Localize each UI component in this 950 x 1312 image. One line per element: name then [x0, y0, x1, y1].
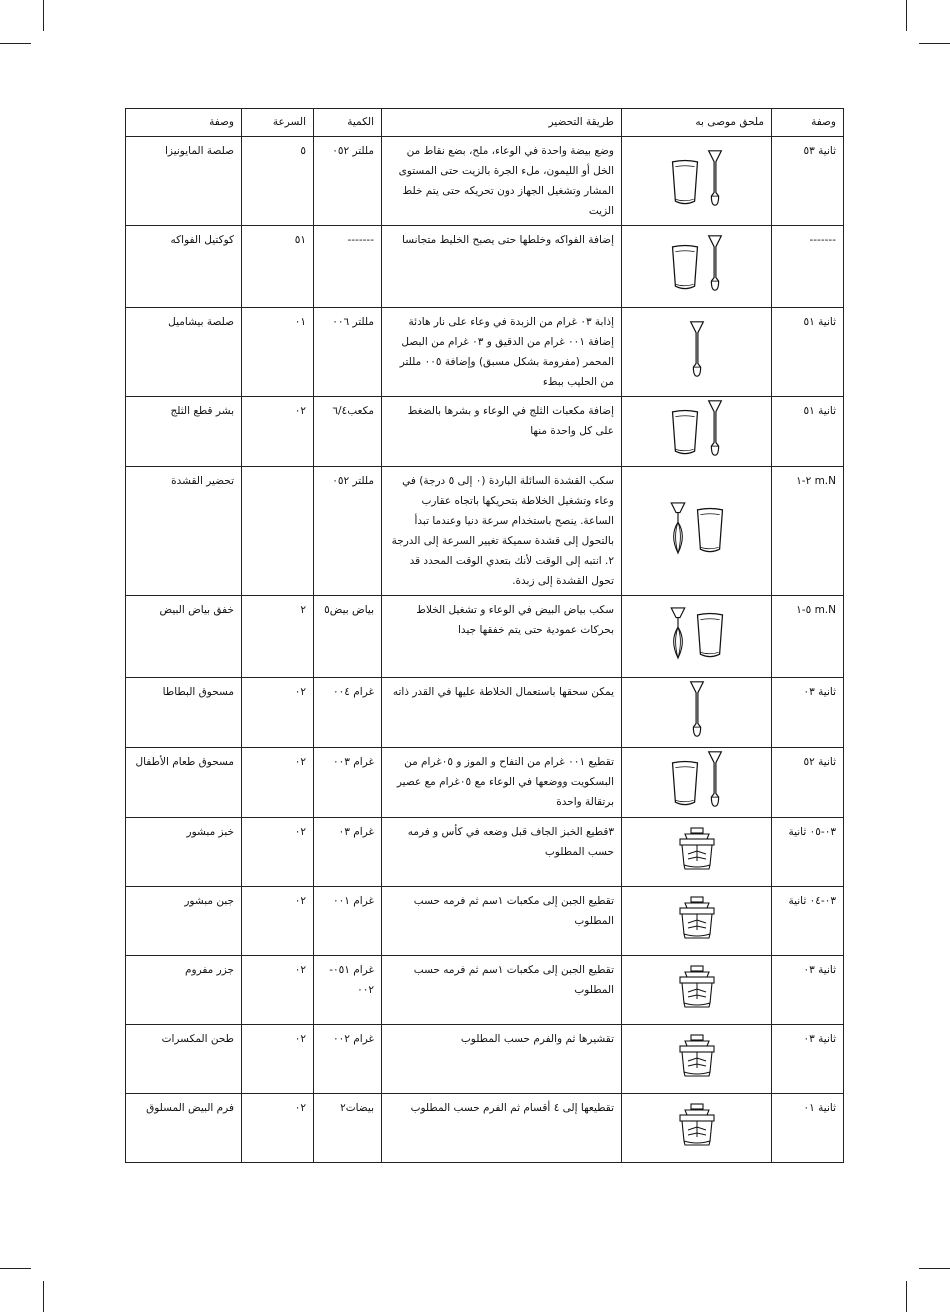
blender-stick-and-beaker-icon [669, 448, 725, 460]
cell-accessory [622, 308, 772, 397]
cell-recipe: تحضير القشدة [126, 467, 242, 596]
table-row [126, 748, 844, 818]
cell-recipe: بشر قطع الثلج [126, 397, 242, 467]
cell-time: m.N ٢-١ [772, 467, 844, 596]
cell-accessory [622, 467, 772, 596]
table-row [126, 956, 844, 1025]
cell-method: تقطيعها إلى ٤ أقسام ثم الفرم حسب المطلوب [382, 1094, 622, 1163]
cell-quantity: غرام ٠٠٢ [314, 1025, 382, 1094]
cell-recipe: طحن المكسرات [126, 1025, 242, 1094]
cell-time: ثانية ٥٣ [772, 137, 844, 226]
cell-method: إذابة ٠٣ غرام من الزبدة في وعاء على نار هادئة إضافة ٠٠١ غرام من الدقيق و ٠٣ غرام من البصل المحمر (مفرومة بشكل مسبق) وإضافة ٠٠٥ مللتر من الحليب ببطء [382, 308, 622, 397]
header-accessory: ملحق موصى به [622, 109, 772, 137]
cell-quantity: بياض بيض٥ [314, 596, 382, 678]
cell-quantity: غرام ٠٣ [314, 818, 382, 887]
cell-time: m.N ٥-١ [772, 596, 844, 678]
cell-recipe: فرم البيض المسلوق [126, 1094, 242, 1163]
cell-quantity: غرام ٠٠٣ [314, 748, 382, 818]
cell-method: تقطيع ٠٠١ غرام من التفاح و الموز و ٠٥غرام من البسكويت ووضعها في الوعاء مع ٠٥غرام مع عصير برتقالة واحدة [382, 748, 622, 818]
crop-mark [43, 1281, 44, 1312]
table-row [126, 1094, 844, 1163]
crop-mark [43, 0, 44, 31]
blender-stick-and-beaker-icon [669, 198, 725, 210]
cell-time: ثانية ٠٣ [772, 1025, 844, 1094]
cell-speed: ٠١ [242, 308, 314, 397]
table-row [126, 1025, 844, 1094]
cell-recipe: صلصة بيشاميل [126, 308, 242, 397]
cell-accessory [622, 226, 772, 308]
table-row [126, 467, 844, 596]
cell-quantity: مللتر ٠٥٢ [314, 467, 382, 596]
cell-speed: ٠٢ [242, 748, 314, 818]
cell-speed: ٠٢ [242, 887, 314, 956]
cell-quantity: مكعب٦/٤ [314, 397, 382, 467]
cell-time: ٠٣-٠٥ ثانية [772, 818, 844, 887]
table-row [126, 137, 844, 226]
cell-accessory [622, 1025, 772, 1094]
beaker-and-whisk-icon [668, 546, 726, 558]
header-speed: السرعة [242, 109, 314, 137]
table-row [126, 226, 844, 308]
cell-time: ------- [772, 226, 844, 308]
table-row [126, 887, 844, 956]
cell-accessory [622, 887, 772, 956]
chopper-bowl-icon [677, 1138, 717, 1150]
cell-recipe: خفق بياض البيض [126, 596, 242, 678]
cell-time: ثانية ٠١ [772, 1094, 844, 1163]
cell-recipe: جزر مفروم [126, 956, 242, 1025]
cell-recipe: صلصة المايونيزا [126, 137, 242, 226]
cell-accessory [622, 748, 772, 818]
chopper-bowl-icon [677, 931, 717, 943]
cell-time: ٠٣-٠٤ ثانية [772, 887, 844, 956]
cell-speed: ٠٢ [242, 1094, 314, 1163]
cell-method: سكب بياض البيض في الوعاء و تشغيل الخلاط بحركات عمودية حتى يتم خفقها جيدا [382, 596, 622, 678]
cell-quantity: ------- [314, 226, 382, 308]
blender-stick-icon [687, 729, 707, 741]
cell-accessory [622, 596, 772, 678]
chopper-bowl-icon [677, 1000, 717, 1012]
cell-method: تقطيع الجبن إلى مكعبات ١سم ثم فرمه حسب المطلوب [382, 887, 622, 956]
cell-method: ٣قطيع الخبز الجاف قبل وضعه في كأس و فرمه حسب المطلوب [382, 818, 622, 887]
cell-recipe: خبز مبشور [126, 818, 242, 887]
cell-quantity: بيضات٢ [314, 1094, 382, 1163]
table-row [126, 596, 844, 678]
table-row [126, 678, 844, 748]
cell-time: ثانية ٠٣ [772, 956, 844, 1025]
cell-speed: ٠٢ [242, 397, 314, 467]
cell-accessory [622, 956, 772, 1025]
cell-speed: ٠٢ [242, 818, 314, 887]
blender-stick-and-beaker-icon [669, 283, 725, 295]
cell-recipe: مسحوق طعام الأطفال [126, 748, 242, 818]
cell-method: إضافة الفواكه وخلطها حتى يصبح الخليط متجانسا [382, 226, 622, 308]
cell-accessory [622, 397, 772, 467]
cell-speed [242, 467, 314, 596]
cell-speed: ٥ [242, 137, 314, 226]
chopper-bowl-icon [677, 862, 717, 874]
cell-time: ثانية ٠٣ [772, 678, 844, 748]
cell-speed: ٠٢ [242, 956, 314, 1025]
table-row [126, 818, 844, 887]
cell-speed: ٢ [242, 596, 314, 678]
cell-recipe: جبن مبشور [126, 887, 242, 956]
header-quantity: الكمية [314, 109, 382, 137]
crop-mark [0, 1268, 31, 1269]
beaker-and-whisk-icon [668, 651, 726, 663]
crop-mark [919, 1268, 950, 1269]
table-row [126, 308, 844, 397]
recipe-table [125, 108, 844, 1163]
table-row [126, 397, 844, 467]
table-header-row [126, 109, 844, 137]
cell-accessory [622, 137, 772, 226]
cell-method: تقشيرها ثم والفرم حسب المطلوب [382, 1025, 622, 1094]
cell-time: ثانية ٥١ [772, 308, 844, 397]
cell-method: سكب القشدة السائلة الباردة (٠ إلى ٥ درجة) في وعاء وتشغيل الخلاطة بتحريكها باتجاه عقارب الساعة. ينصح باستخدام سرعة دنيا وعندما تبدأ بالتحول إلى قشدة سميكة تغيير السرعة إلى الدرجة ٢. انتبه إلى الوقت لأنك بتعدي الوقت المحدد قد تحول القشدة إلى زبدة. [382, 467, 622, 596]
cell-accessory [622, 818, 772, 887]
cell-speed: ٠٢ [242, 1025, 314, 1094]
cell-quantity: غرام ٠٠٤ [314, 678, 382, 748]
header-recipe: وصفة [126, 109, 242, 137]
cell-quantity: غرام ٠٠١ [314, 887, 382, 956]
crop-mark [906, 1281, 907, 1312]
cell-recipe: كوكتيل الفواكه [126, 226, 242, 308]
crop-mark [919, 43, 950, 44]
header-method: طريقة التحضير [382, 109, 622, 137]
crop-mark [0, 43, 31, 44]
blender-stick-icon [687, 369, 707, 381]
cell-speed: ٠٢ [242, 678, 314, 748]
cell-quantity: مللتر ٠٠٦ [314, 308, 382, 397]
crop-mark [906, 0, 907, 31]
header-time: وصفة [772, 109, 844, 137]
cell-time: ثانية ٥١ [772, 397, 844, 467]
cell-method: إضافة مكعبات الثلج في الوعاء و بشرها بالضغط على كل واحدة منها [382, 397, 622, 467]
cell-quantity: مللتر ٠٥٢ [314, 137, 382, 226]
blender-stick-and-beaker-icon [669, 799, 725, 811]
cell-accessory [622, 1094, 772, 1163]
cell-method: يمكن سحقها باستعمال الخلاطة عليها في القدر ذاته [382, 678, 622, 748]
cell-method: وضع بيضة واحدة في الوعاء، ملح، بضع نقاط من الخل أو الليمون، ملء الجرة بالزيت حتى المستوى المشار وتشغيل الجهاز دون تحريكه حتى يتم خلط الزيت [382, 137, 622, 226]
cell-recipe: مسحوق البطاطا [126, 678, 242, 748]
cell-speed: ٥١ [242, 226, 314, 308]
cell-time: ثانية ٥٢ [772, 748, 844, 818]
cell-accessory [622, 678, 772, 748]
cell-quantity: غرام ٠٥١- ٠٠٢ [314, 956, 382, 1025]
cell-method: تقطيع الجبن إلى مكعبات ١سم ثم فرمه حسب المطلوب [382, 956, 622, 1025]
chopper-bowl-icon [677, 1069, 717, 1081]
